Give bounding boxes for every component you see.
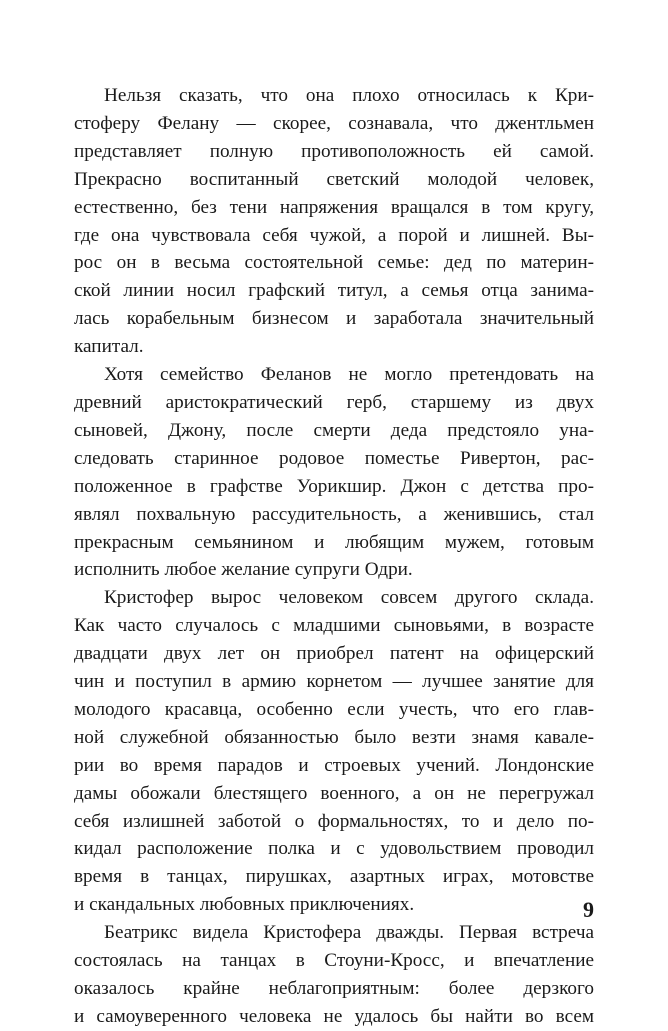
text-line: двадцати двух лет он приобрел патент на офицерский	[74, 643, 594, 665]
text-line: исполнить любое желание супруги Одри.	[74, 559, 413, 581]
text-line: прекрасным семьянином и любящим мужем, готовым	[74, 531, 594, 553]
text-line: представляет полную противоположность ей самой.	[74, 140, 594, 162]
paragraph-4	[74, 919, 594, 1031]
page-body	[74, 82, 594, 1031]
paragraph-3	[74, 584, 594, 919]
text-line: древний аристократический герб, старшему из двух	[74, 391, 594, 413]
text-line: молодого красавца, особенно если учесть, что его глав-	[74, 698, 594, 720]
paragraph-2	[74, 361, 594, 584]
text-line: сыновей, Джону, после смерти деда предстояло уна-	[74, 419, 594, 441]
text-line: чин и поступил в армию корнетом — лучшее занятие для	[74, 671, 594, 693]
text-line: Хотя семейство Феланов не могло претендовать на	[104, 364, 594, 386]
text-line: являл похвальную рассудительность, а женившись, стал	[74, 503, 594, 525]
text-line: Как часто случалось с младшими сыновьями, в возрасте	[74, 615, 594, 637]
text-line: оказалось крайне неблагоприятным: более дерзкого	[74, 978, 594, 999]
text-line: капитал.	[74, 336, 144, 358]
paragraph-1	[74, 82, 594, 361]
text-line: естественно, без тени напряжения вращался в том кругу,	[74, 196, 594, 218]
text-line: и самоуверенного человека не удалось бы найти во всем	[74, 1005, 594, 1027]
text-line: дамы обожали блестящего военного, а он не перегружал	[74, 782, 594, 804]
text-line: ной служебной обязанностью было везти знамя кавале-	[74, 726, 594, 748]
text-line: лась корабельным бизнесом и заработала значительный	[74, 308, 594, 330]
text-line: время в танцах, пирушках, азартных играх, мотовстве	[74, 866, 594, 888]
text-line: и скандальных любовных приключениях.	[74, 894, 415, 916]
text-line: кидал расположение полка и с удовольствием проводил	[74, 838, 594, 860]
text-line: рос он в весьма состоятельной семье: дед по материн-	[74, 252, 594, 274]
text-line: где она чувствовала себя чужой, а порой и лишней. Вы-	[74, 224, 594, 246]
text-line: Кристофер вырос человеком совсем другого склада.	[104, 587, 594, 609]
text-line: Нельзя сказать, что она плохо относилась к Кри-	[104, 85, 594, 106]
text-line: состоялась на танцах в Стоуни-Кросс, и впечатление	[74, 950, 594, 972]
page-number: 9	[583, 897, 594, 922]
text-line: Прекрасно воспитанный светский молодой человек,	[74, 168, 594, 190]
text-line: себя излишней заботой о формальностях, то и дело по-	[74, 810, 594, 832]
text-line: положенное в графстве Уорикшир. Джон с детства про-	[74, 475, 594, 497]
text-line: ской линии носил графский титул, а семья отца занима-	[74, 280, 594, 302]
text-line: стоферу Фелану — скорее, сознавала, что джентльмен	[74, 112, 594, 134]
text-line: следовать старинное родовое поместье Ривертон, рас-	[74, 447, 594, 469]
text-line: Беатрикс видела Кристофера дважды. Первая встреча	[104, 922, 594, 944]
text-line: рии во время парадов и строевых учений. Лондонские	[74, 754, 594, 776]
